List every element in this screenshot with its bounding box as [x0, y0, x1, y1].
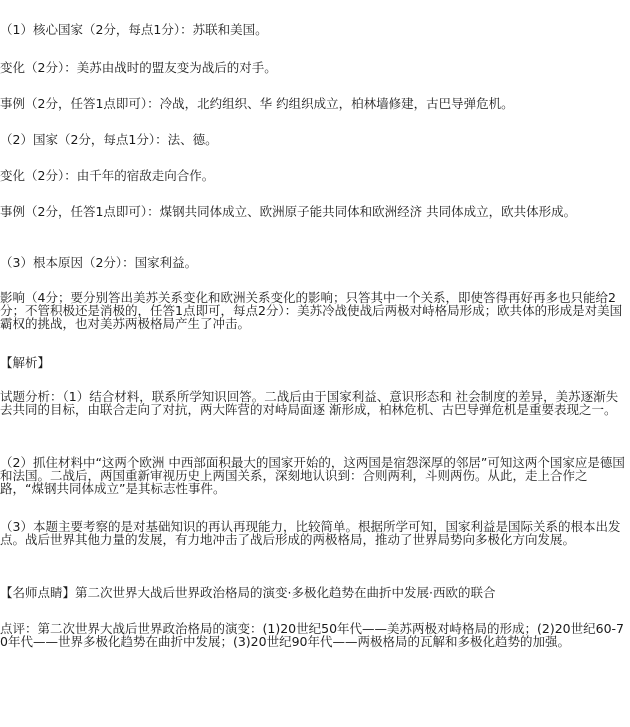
answer-q3-reason: （3）根本原因（2分）：国家利益。: [0, 255, 198, 270]
tip-heading: 【名师点睛】第二次世界大战后世界政治格局的演变·多极化趋势在曲折中发展·西欧的联合: [0, 585, 496, 600]
answer-q2-examples: 事例（2分，任答1点即可）：煤钢共同体成立、欧洲原子能共同体和欧洲经济 共同体成立，欧共体形成。: [0, 204, 577, 219]
analysis-paragraph-3: （3）本题主要考察的是对基础知识的再认再现能力，比较简单。根据所学可知，国家利益是国际关系的根本出发点。战后世界其他力量的发展，有力地冲击了战后形成的两极格局，推动了世界局势向多极化方向发展。: [0, 519, 621, 547]
answer-q3-impact: 影响（4分；要分别答出美苏关系变化和欧洲关系变化的影响；只答其中一个关系，即使答得再好再多也只能给2分；不管积极还是消极的，任答1点即可，每点2分）：美苏冷战使战后两极对峙格局形成；欧共体的形成是对美国霸权的挑战，也对美苏两极格局产生了冲击。: [0, 290, 623, 331]
answer-q2-change: 变化（2分）：由千年的宿敌走向合作。: [0, 168, 215, 183]
tip-comment: 点评：第二次世界大战后世界政治格局的演变：(1)20世纪50年代——美苏两极对峙格局的形成；(2)20世纪60-70年代——世界多极化趋势在曲折中发展；(3)20世纪90年代——两极格局的瓦解和多极化趋势的加强。: [0, 621, 625, 649]
answer-q1-examples: 事例（2分，任答1点即可）：冷战，北约组织、华 约组织成立，柏林墙修建，古巴导弹危机。: [0, 96, 514, 111]
analysis-heading: 【解析】: [0, 355, 51, 370]
answer-q2-countries: （2）国家（2分，每点1分）：法、德。: [0, 132, 218, 147]
analysis-paragraph-1: 试题分析：（1）结合材料，联系所学知识回答。二战后由于国家利益、意识形态和 社会制度的差异，美苏逐渐失去共同的目标，由联合走向了对抗，两大阵营的对峙局面逐 渐形成，柏林危机、古巴导弹危机是重要表现之一。: [0, 389, 619, 417]
answer-q1-change: 变化（2分）：美苏由战时的盟友变为战后的对手。: [0, 60, 277, 75]
analysis-paragraph-2: （2）抓住材料中“这两个欧洲 中西部面积最大的国家开始的，这两国是宿怨深厚的邻居”可知这两个国家应是德国和法国。二战后，两国重新审视历史上两国关系，深刻地认识到：合则两利，斗则两伤。从此，走上合作之路，“煤钢共同体成立”是其标志性事件。: [0, 455, 625, 496]
answer-q1-countries: （1）核心国家（2分，每点1分）：苏联和美国。: [0, 22, 268, 37]
